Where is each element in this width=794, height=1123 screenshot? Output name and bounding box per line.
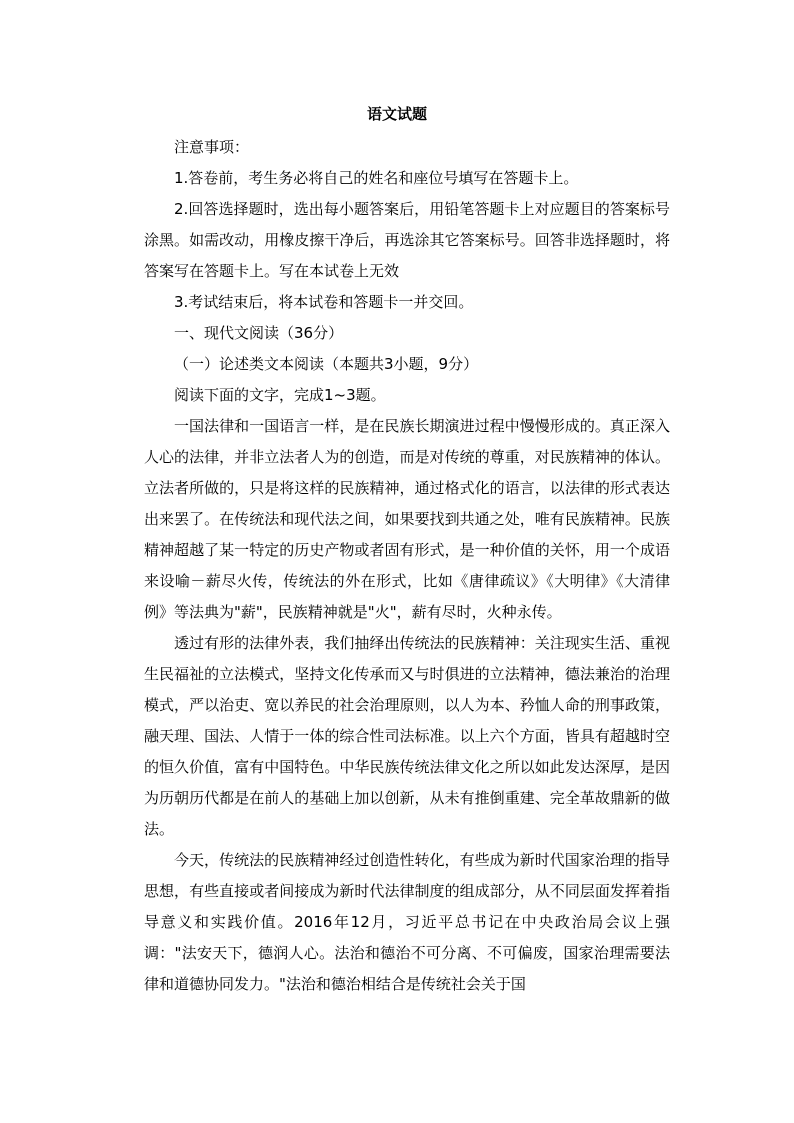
- notice-heading: 注意事项：: [174, 138, 250, 156]
- page-title: 语文试题: [366, 105, 427, 123]
- document-body: [144, 132, 670, 1000]
- notice-item-1: 1.答卷前，考生务必将自己的姓名和座位号填写在答题卡上。: [174, 169, 579, 187]
- notice-item-3: 3.考试结束后，将本试卷和答题卡一并交回。: [174, 293, 474, 311]
- subsection-heading: （一）论述类文本阅读（本题共3小题，9分）: [174, 355, 479, 373]
- passage-paragraph-3: 今天，传统法的民族精神经过创造性转化，有些成为新时代国家治理的指导思想，有些直接或者间接成为新时代法律制度的组成部分，从不同层面发挥着指导意义和实践价值。2016年12月，习近平总书记在中央政治局会议上强调："法安天下，德润人心。法治和德治不可分离、不可偏废，国家治理需要法律和道德协同发力。"法治和德治相结合是传统社会关于国: [144, 851, 670, 993]
- passage-paragraph-1: 一国法律和一国语言一样，是在民族长期演进过程中慢慢形成的。真正深入人心的法律，并非立法者人为的创造，而是对传统的尊重，对民族精神的体认。立法者所做的，只是将这样的民族精神，通过格式化的语言，以法律的形式表达出来罢了。在传统法和现代法之间，如果要找到共通之处，唯有民族精神。民族精神超越了某一特定的历史产物或者固有形式，是一种价值的关怀，用一个成语来设喻－薪尽火传，传统法的外在形式，比如《唐律疏议》《大明律》《大清律例》等法典为"薪"，民族精神就是"火"，薪有尽时，火种永传。: [144, 417, 670, 621]
- section-heading: 一、现代文阅读（36分）: [174, 324, 344, 342]
- passage-paragraph-2: 透过有形的法律外表，我们抽绎出传统法的民族精神：关注现实生活、重视生民福祉的立法模式，坚持文化传承而又与时俱进的立法精神，德法兼治的治理模式，严以治吏、宽以养民的社会治理原则，以人为本、矜恤人命的刑事政策，融天理、国法、人情于一体的综合性司法标准。以上六个方面，皆具有超越时空的恒久价值，富有中国特色。中华民族传统法律文化之所以如此发达深厚，是因为历朝历代都是在前人的基础上加以创新，从未有推倒重建、完全革故鼎新的做法。: [144, 634, 670, 838]
- reading-instruction: 阅读下面的文字，完成1~3题。: [174, 386, 386, 404]
- notice-item-2: 2.回答选择题时，选出每小题答案后，用铅笔答题卡上对应题目的答案标号涂黑。如需改动，用橡皮擦干净后，再选涂其它答案标号。回答非选择题时，将答案写在答题卡上。写在本试卷上无效: [144, 200, 670, 280]
